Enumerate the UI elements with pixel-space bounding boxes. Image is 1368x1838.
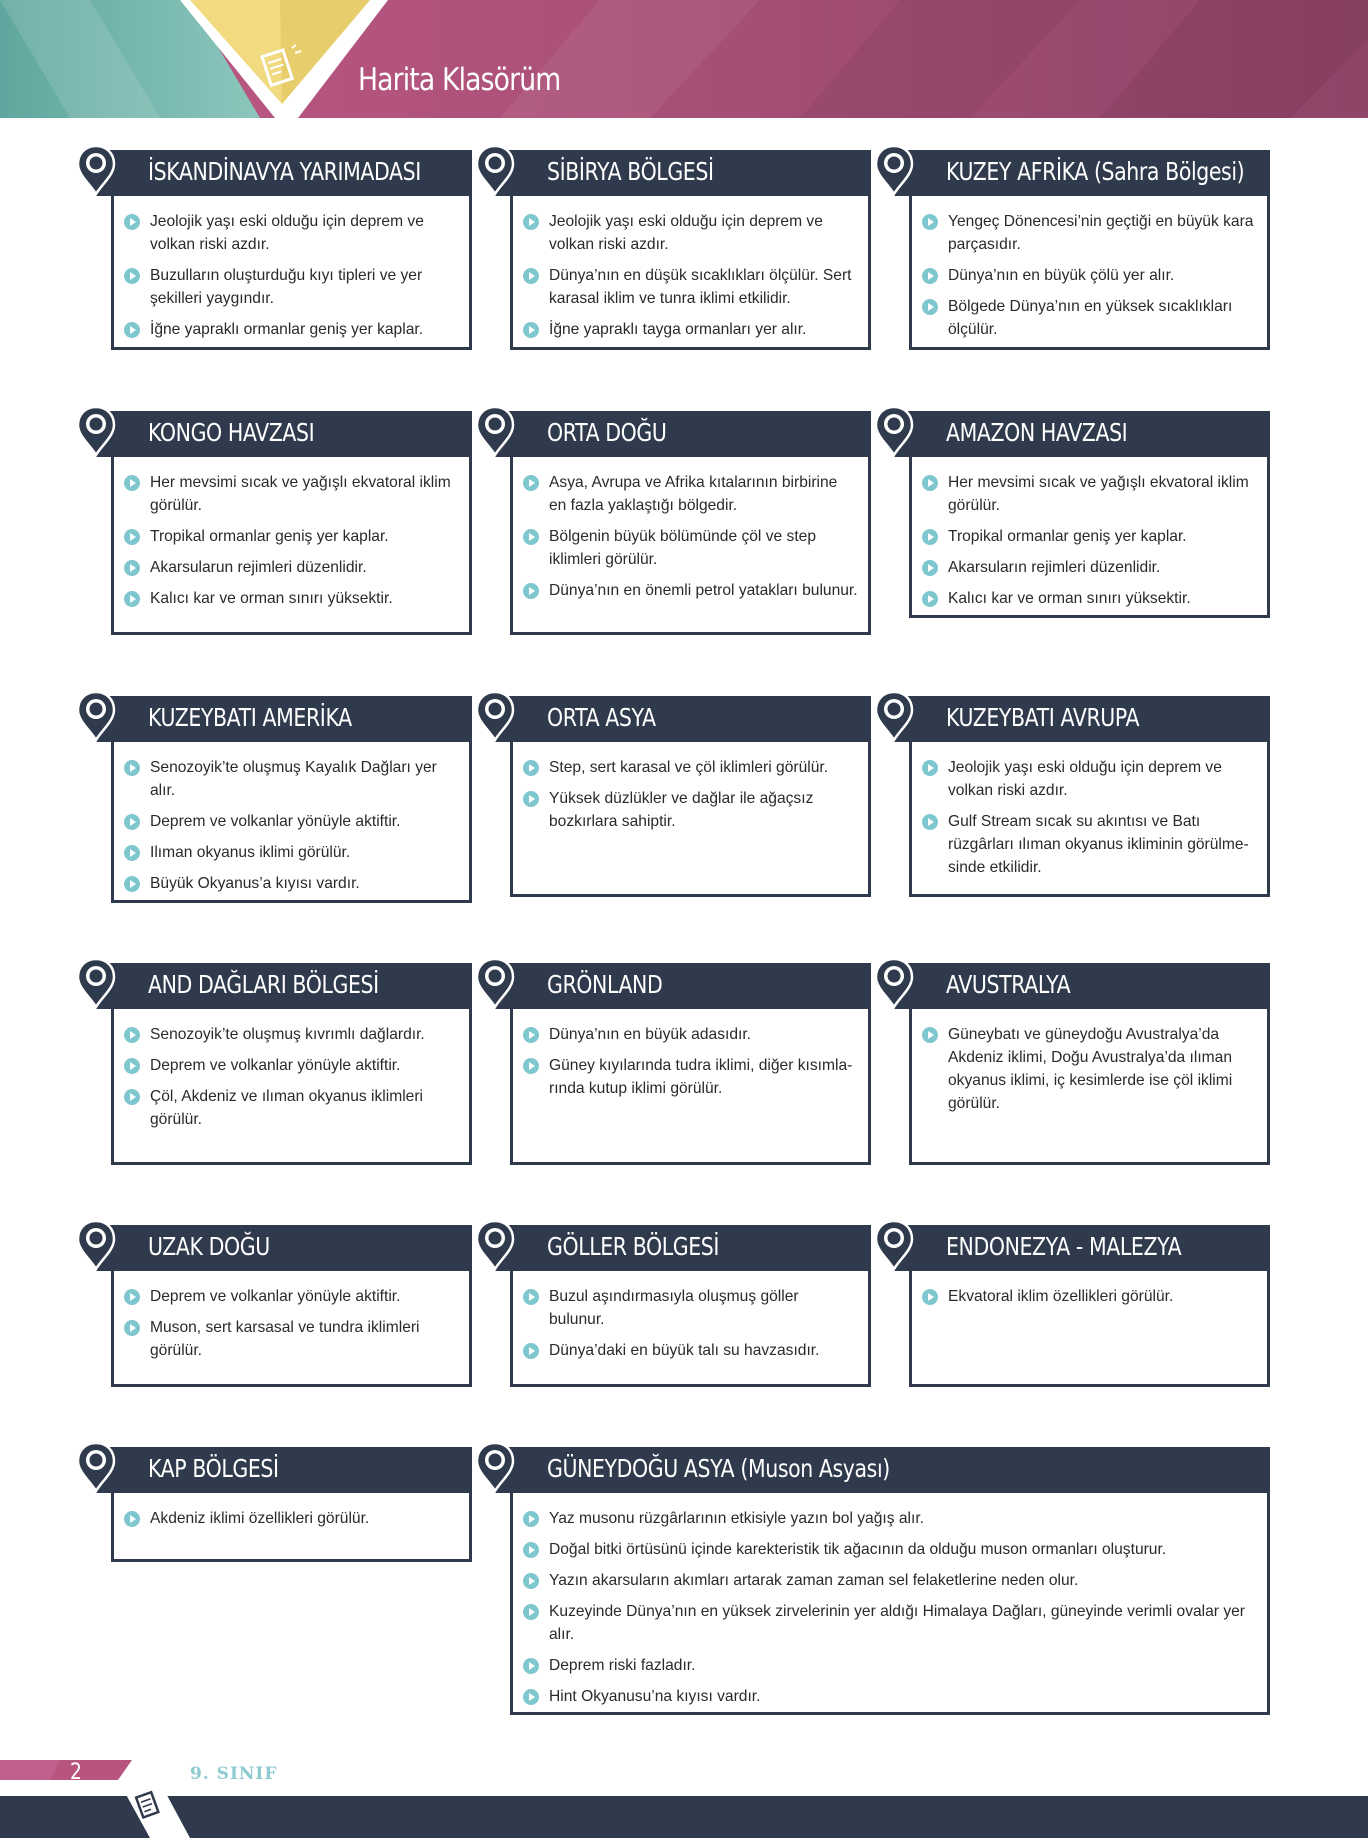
arrow-bullet-icon bbox=[124, 322, 140, 338]
region-card-avustralya bbox=[894, 963, 1270, 1165]
list-item bbox=[124, 1285, 459, 1308]
item-text: Bölgenin büyük bölümünde çöl ve step iklimleri görülür. bbox=[549, 528, 817, 568]
item-text: Ekvatoral iklim özellikleri görülür. bbox=[948, 1288, 1174, 1305]
item-text: Asya, Avrupa ve Afrika kıtalarının birbirine en fazla yaklaştığı bölgedir. bbox=[549, 474, 838, 514]
card-title: AND DAĞLARI BÖLGESİ bbox=[148, 970, 379, 999]
card-title: KUZEYBATI AMERİKA bbox=[148, 703, 352, 732]
map-pin-icon bbox=[475, 957, 515, 1009]
item-text: Yazın akarsuların akımları artarak zaman zaman sel felaketlerine neden olur. bbox=[549, 1572, 1079, 1589]
list-item bbox=[922, 1023, 1257, 1115]
region-card-iskandinavya bbox=[96, 150, 472, 350]
item-list bbox=[114, 1271, 469, 1362]
card-body bbox=[909, 1009, 1270, 1165]
list-item bbox=[124, 525, 459, 548]
map-pin-icon bbox=[76, 957, 116, 1009]
item-text: Yaz musonu rüzgârlarının etkisiyle yazın bol yağış alır. bbox=[549, 1510, 925, 1527]
item-list bbox=[513, 1009, 868, 1100]
list-item bbox=[523, 210, 858, 256]
list-item bbox=[922, 264, 1257, 287]
map-pin-icon bbox=[76, 405, 116, 457]
item-list bbox=[114, 1009, 469, 1131]
arrow-bullet-icon bbox=[922, 1289, 938, 1305]
map-pin-icon bbox=[475, 1441, 515, 1493]
region-card-and-daglari bbox=[96, 963, 472, 1165]
region-card-kongo bbox=[96, 411, 472, 635]
list-item bbox=[523, 1285, 858, 1331]
arrow-bullet-icon bbox=[922, 814, 938, 830]
item-list bbox=[513, 1271, 868, 1362]
arrow-bullet-icon bbox=[523, 1027, 539, 1043]
card-title: KUZEY AFRİKA (Sahra Bölgesi) bbox=[946, 157, 1245, 186]
map-pin-icon bbox=[475, 690, 515, 742]
item-text: Bölgede Dünya’nın en yüksek sıcaklıkları ölçülür. bbox=[948, 298, 1233, 338]
arrow-bullet-icon bbox=[124, 529, 140, 545]
card-body bbox=[510, 196, 871, 350]
region-card-kuzey-afrika bbox=[894, 150, 1270, 350]
item-text: Deprem riski fazladır. bbox=[549, 1657, 696, 1674]
card-title: UZAK DOĞU bbox=[148, 1232, 270, 1261]
map-pin-icon bbox=[874, 405, 914, 457]
list-item bbox=[523, 1538, 1257, 1561]
item-text: İğne yapraklı ormanlar geniş yer kaplar. bbox=[150, 321, 424, 338]
list-item bbox=[523, 1654, 1257, 1677]
arrow-bullet-icon bbox=[523, 1604, 539, 1620]
list-item bbox=[523, 1339, 858, 1362]
list-item bbox=[124, 1023, 459, 1046]
item-text: Kalıcı kar ve orman sınırı yüksektir. bbox=[150, 590, 393, 607]
card-title: AVUSTRALYA bbox=[946, 970, 1071, 999]
item-text: Hint Okyanusu’na kıyısı vardır. bbox=[549, 1688, 761, 1705]
arrow-bullet-icon bbox=[523, 1289, 539, 1305]
page-footer bbox=[0, 1750, 1368, 1838]
list-item bbox=[124, 1316, 459, 1362]
card-body bbox=[510, 457, 871, 635]
card-body bbox=[510, 1009, 871, 1165]
map-pin-icon bbox=[76, 1441, 116, 1493]
arrow-bullet-icon bbox=[523, 791, 539, 807]
list-item bbox=[922, 471, 1257, 517]
item-list bbox=[513, 196, 868, 341]
card-title: GRÖNLAND bbox=[547, 970, 663, 999]
list-item bbox=[523, 579, 858, 602]
list-item bbox=[124, 1054, 459, 1077]
list-item bbox=[922, 295, 1257, 341]
card-title: KONGO HAVZASI bbox=[148, 418, 315, 447]
list-item bbox=[124, 556, 459, 579]
item-text: Dünya’daki en büyük talı su havzasıdır. bbox=[549, 1342, 820, 1359]
list-item bbox=[124, 471, 459, 517]
region-card-orta-dogu bbox=[495, 411, 871, 635]
item-text: Çöl, Akdeniz ve ılıman okyanus iklimleri görülür. bbox=[150, 1088, 423, 1128]
map-pin-icon bbox=[475, 1219, 515, 1271]
list-item bbox=[523, 787, 858, 833]
list-item bbox=[124, 1085, 459, 1131]
card-title: GÜNEYDOĞU ASYA (Muson Asyası) bbox=[547, 1454, 890, 1483]
item-text: Her mevsimi sıcak ve yağışlı ekvatoral iklim görülür. bbox=[150, 474, 451, 514]
card-body bbox=[909, 1271, 1270, 1387]
region-card-kap bbox=[96, 1447, 472, 1562]
arrow-bullet-icon bbox=[523, 1058, 539, 1074]
card-body bbox=[510, 742, 871, 897]
map-pin-icon bbox=[874, 957, 914, 1009]
item-list bbox=[912, 742, 1267, 879]
item-text: Tropikal ormanlar geniş yer kaplar. bbox=[150, 528, 389, 545]
item-text: Jeolojik yaşı eski olduğu için deprem ve volkan riski azdır. bbox=[549, 213, 823, 253]
list-item bbox=[124, 318, 459, 341]
item-text: Doğal bitki örtüsünü içinde karekteristik tik ağacının da olduğu muson ormanları oluşturur. bbox=[549, 1541, 1167, 1558]
arrow-bullet-icon bbox=[922, 529, 938, 545]
list-item bbox=[922, 810, 1257, 879]
arrow-bullet-icon bbox=[523, 322, 539, 338]
arrow-bullet-icon bbox=[523, 1658, 539, 1674]
item-text: Kalıcı kar ve orman sınırı yüksektir. bbox=[948, 590, 1191, 607]
arrow-bullet-icon bbox=[922, 1027, 938, 1043]
card-body bbox=[909, 742, 1270, 897]
arrow-bullet-icon bbox=[124, 1089, 140, 1105]
item-text: Akarsularun rejimleri düzenlidir. bbox=[150, 559, 367, 576]
list-item bbox=[523, 1507, 1257, 1530]
map-pin-icon bbox=[76, 1219, 116, 1271]
arrow-bullet-icon bbox=[922, 591, 938, 607]
list-item bbox=[124, 841, 459, 864]
item-text: Deprem ve volkanlar yönüyle aktiftir. bbox=[150, 1057, 401, 1074]
list-item bbox=[124, 210, 459, 256]
list-item bbox=[523, 318, 858, 341]
map-pin-icon bbox=[475, 405, 515, 457]
arrow-bullet-icon bbox=[922, 760, 938, 776]
card-body bbox=[111, 1009, 472, 1165]
item-text: Jeolojik yaşı eski olduğu için deprem ve volkan riski azdır. bbox=[150, 213, 424, 253]
region-card-guneydogu-asya bbox=[495, 1447, 1270, 1715]
card-body bbox=[510, 1271, 871, 1387]
list-item bbox=[922, 587, 1257, 610]
grade-label: 9. SINIF bbox=[190, 1764, 278, 1784]
item-text: Deprem ve volkanlar yönüyle aktiftir. bbox=[150, 1288, 401, 1305]
arrow-bullet-icon bbox=[523, 1542, 539, 1558]
list-item bbox=[523, 264, 858, 310]
region-card-orta-asya bbox=[495, 696, 871, 897]
region-card-gronland bbox=[495, 963, 871, 1165]
item-list bbox=[114, 1493, 469, 1530]
item-text: Kuzeyinde Dünya’nın en yüksek zirvelerinin yer aldığı Himalaya Dağları, güneyinde verimli ovalar yer alır. bbox=[549, 1603, 1245, 1643]
arrow-bullet-icon bbox=[922, 560, 938, 576]
region-card-uzak-dogu bbox=[96, 1225, 472, 1387]
list-item bbox=[124, 264, 459, 310]
list-item bbox=[523, 1685, 1257, 1708]
list-item bbox=[124, 587, 459, 610]
item-list bbox=[513, 457, 868, 602]
region-card-goller bbox=[495, 1225, 871, 1387]
card-title: GÖLLER BÖLGESİ bbox=[547, 1232, 719, 1261]
card-title: ORTA DOĞU bbox=[547, 418, 667, 447]
map-pin-icon bbox=[874, 144, 914, 196]
item-text: Akarsuların rejimleri düzenlidir. bbox=[948, 559, 1161, 576]
arrow-bullet-icon bbox=[922, 214, 938, 230]
arrow-bullet-icon bbox=[523, 760, 539, 776]
card-title: ENDONEZYA - MALEZYA bbox=[946, 1232, 1182, 1261]
region-card-kuzeybati-amerika bbox=[96, 696, 472, 903]
item-text: Yüksek düzlükler ve dağlar ile ağaçsız bozkırlara sahiptir. bbox=[549, 790, 814, 830]
item-list bbox=[114, 196, 469, 341]
item-text: Dünya’nın en büyük çölü yer alır. bbox=[948, 267, 1175, 284]
item-list bbox=[912, 196, 1267, 341]
item-text: Dünya’nın en büyük adasıdır. bbox=[549, 1026, 751, 1043]
item-text: Senozoyik’te oluşmuş Kayalık Dağları yer alır. bbox=[150, 759, 437, 799]
arrow-bullet-icon bbox=[124, 475, 140, 491]
document-icon bbox=[254, 44, 304, 90]
header-banner bbox=[0, 0, 1368, 118]
card-body bbox=[510, 1493, 1270, 1715]
region-card-sibirya bbox=[495, 150, 871, 350]
region-card-kuzeybati-avrupa bbox=[894, 696, 1270, 897]
arrow-bullet-icon bbox=[523, 529, 539, 545]
arrow-bullet-icon bbox=[124, 591, 140, 607]
list-item bbox=[124, 756, 459, 802]
item-text: Güney kıyılarında tudra iklimi, diğer kısımla-rında kutup iklimi görülür. bbox=[549, 1057, 853, 1097]
card-body bbox=[909, 457, 1270, 618]
item-text: Güneybatı ve güneydoğu Avustralya’da Akdeniz iklimi, Doğu Avustralya’da ılıman okyanus iklimi, iç kesimlerde ise çöl iklimi görülür. bbox=[948, 1026, 1233, 1112]
item-list bbox=[114, 457, 469, 610]
arrow-bullet-icon bbox=[922, 268, 938, 284]
arrow-bullet-icon bbox=[124, 1511, 140, 1527]
region-card-amazon bbox=[894, 411, 1270, 618]
map-pin-icon bbox=[475, 144, 515, 196]
list-item bbox=[523, 525, 858, 571]
page-number: 2 bbox=[70, 1760, 82, 1785]
arrow-bullet-icon bbox=[124, 1027, 140, 1043]
map-pin-icon bbox=[874, 690, 914, 742]
card-body bbox=[111, 1271, 472, 1387]
page-title: Harita Klasörüm bbox=[358, 62, 561, 98]
item-text: İğne yapraklı tayga ormanları yer alır. bbox=[549, 321, 807, 338]
item-list bbox=[912, 1271, 1267, 1308]
item-list bbox=[513, 742, 868, 833]
arrow-bullet-icon bbox=[124, 268, 140, 284]
arrow-bullet-icon bbox=[124, 214, 140, 230]
card-body bbox=[111, 457, 472, 635]
arrow-bullet-icon bbox=[922, 299, 938, 315]
arrow-bullet-icon bbox=[523, 214, 539, 230]
list-item bbox=[922, 1285, 1257, 1308]
item-text: Senozoyik’te oluşmuş kıvrımlı dağlardır. bbox=[150, 1026, 425, 1043]
arrow-bullet-icon bbox=[124, 1320, 140, 1336]
item-text: Jeolojik yaşı eski olduğu için deprem ve volkan riski azdır. bbox=[948, 759, 1222, 799]
arrow-bullet-icon bbox=[124, 760, 140, 776]
card-body bbox=[111, 196, 472, 350]
arrow-bullet-icon bbox=[124, 1058, 140, 1074]
item-list bbox=[912, 457, 1267, 610]
item-text: Ilıman okyanus iklimi görülür. bbox=[150, 844, 351, 861]
item-text: Dünya’nın en düşük sıcaklıkları ölçülür. Sert karasal iklim ve tunra iklimi etkilidir. bbox=[549, 267, 852, 307]
list-item bbox=[523, 1054, 858, 1100]
map-pin-icon bbox=[76, 144, 116, 196]
list-item bbox=[523, 471, 858, 517]
arrow-bullet-icon bbox=[523, 475, 539, 491]
map-pin-icon bbox=[76, 690, 116, 742]
list-item bbox=[922, 556, 1257, 579]
card-title: KAP BÖLGESİ bbox=[148, 1454, 279, 1483]
item-list bbox=[114, 742, 469, 895]
map-pin-icon bbox=[874, 1219, 914, 1271]
item-text: Step, sert karasal ve çöl iklimleri görülür. bbox=[549, 759, 829, 776]
list-item bbox=[523, 1569, 1257, 1592]
card-body bbox=[111, 742, 472, 903]
item-text: Buzul aşındırmasıyla oluşmuş göller bulunur. bbox=[549, 1288, 799, 1328]
item-text: Muson, sert karsasal ve tundra iklimleri görülür. bbox=[150, 1319, 420, 1359]
item-text: Gulf Stream sıcak su akıntısı ve Batı rüzgârları ılıman okyanus ikliminin görülme-sinde etkilidir. bbox=[948, 813, 1249, 876]
page-header bbox=[0, 0, 1368, 118]
arrow-bullet-icon bbox=[124, 814, 140, 830]
item-text: Dünya’nın en önemli petrol yatakları bulunur. bbox=[549, 582, 858, 599]
list-item bbox=[124, 1507, 459, 1530]
list-item bbox=[523, 1023, 858, 1046]
list-item bbox=[922, 756, 1257, 802]
item-text: Büyük Okyanus’a kıyısı vardır. bbox=[150, 875, 360, 892]
list-item bbox=[523, 1600, 1257, 1646]
item-text: Tropikal ormanlar geniş yer kaplar. bbox=[948, 528, 1187, 545]
card-title: ORTA ASYA bbox=[547, 703, 656, 732]
card-body bbox=[909, 196, 1270, 350]
region-card-endonezya-malezya bbox=[894, 1225, 1270, 1387]
card-title: SİBİRYA BÖLGESİ bbox=[547, 157, 714, 186]
list-item bbox=[124, 810, 459, 833]
item-list bbox=[912, 1009, 1267, 1115]
arrow-bullet-icon bbox=[124, 560, 140, 576]
arrow-bullet-icon bbox=[124, 876, 140, 892]
list-item bbox=[922, 525, 1257, 548]
item-text: Yengeç Dönencesi’nin geçtiği en büyük kara parçasıdır. bbox=[948, 213, 1254, 253]
arrow-bullet-icon bbox=[523, 1573, 539, 1589]
arrow-bullet-icon bbox=[922, 475, 938, 491]
item-list bbox=[513, 1493, 1267, 1708]
arrow-bullet-icon bbox=[124, 845, 140, 861]
arrow-bullet-icon bbox=[523, 1689, 539, 1705]
card-title: AMAZON HAVZASI bbox=[946, 418, 1128, 447]
card-title: KUZEYBATI AVRUPA bbox=[946, 703, 1140, 732]
card-body bbox=[111, 1493, 472, 1562]
item-text: Deprem ve volkanlar yönüyle aktiftir. bbox=[150, 813, 401, 830]
list-item bbox=[124, 872, 459, 895]
arrow-bullet-icon bbox=[523, 583, 539, 599]
arrow-bullet-icon bbox=[523, 1511, 539, 1527]
arrow-bullet-icon bbox=[124, 1289, 140, 1305]
item-text: Buzulların oluşturduğu kıyı tipleri ve yer şekilleri yaygındır. bbox=[150, 267, 423, 307]
list-item bbox=[922, 210, 1257, 256]
arrow-bullet-icon bbox=[523, 1343, 539, 1359]
card-title: İSKANDİNAVYA YARIMADASI bbox=[148, 157, 421, 186]
arrow-bullet-icon bbox=[523, 268, 539, 284]
item-text: Akdeniz iklimi özellikleri görülür. bbox=[150, 1510, 370, 1527]
list-item bbox=[523, 756, 858, 779]
item-text: Her mevsimi sıcak ve yağışlı ekvatoral iklim görülür. bbox=[948, 474, 1249, 514]
